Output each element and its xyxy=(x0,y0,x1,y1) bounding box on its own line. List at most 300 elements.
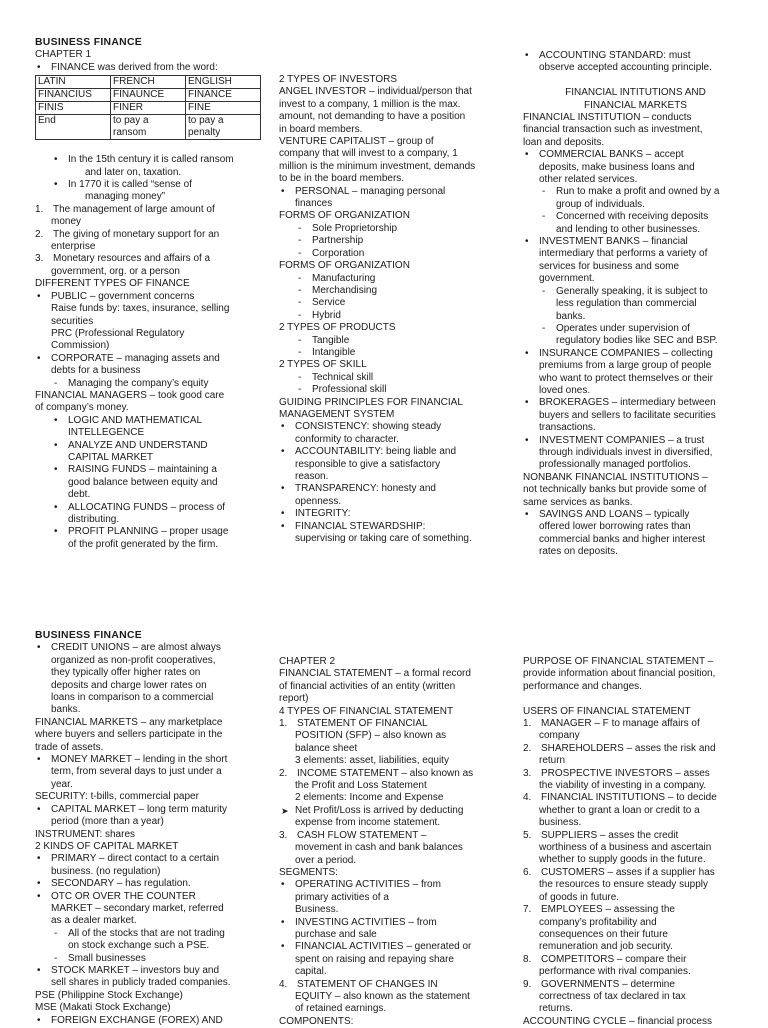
line-text: of goods in future. xyxy=(539,891,620,903)
text-line xyxy=(523,484,748,496)
list-number: 4. xyxy=(523,792,532,804)
continuation-line xyxy=(523,929,748,941)
line-text: Managing the company’s equity xyxy=(68,377,209,389)
line-text: return xyxy=(539,755,566,767)
continuation-line xyxy=(279,743,504,755)
bullet-item xyxy=(35,853,265,865)
bullet-icon: • xyxy=(525,434,529,446)
dash-icon: - xyxy=(542,322,546,334)
line-text: ACCOUNTING CYCLE – financial process xyxy=(523,1015,712,1027)
line-text: company xyxy=(539,730,580,742)
text-line xyxy=(523,668,748,680)
text-line xyxy=(279,124,504,136)
line-text: CREDIT UNIONS – are almost always xyxy=(51,642,221,654)
line-text: over a period. xyxy=(295,854,357,866)
continuation-line xyxy=(523,917,748,929)
bullet-item xyxy=(279,446,504,458)
line-text: returns. xyxy=(539,1003,573,1015)
line-text: INTEGRITY: xyxy=(295,508,351,520)
dash-item xyxy=(35,953,265,965)
bullet-item xyxy=(279,521,504,533)
line-text: organized as non-profit cooperatives, xyxy=(51,654,216,666)
arrow-icon: ➤ xyxy=(281,805,289,816)
bullet-item xyxy=(523,50,748,62)
line-text: company’s profitability and xyxy=(539,916,657,928)
line-text: loan and deposits. xyxy=(523,136,605,148)
line-text: INCOME STATEMENT – also known as xyxy=(297,767,474,779)
continuation-line xyxy=(523,199,748,211)
line-text: INSURANCE COMPANIES – collecting xyxy=(539,347,713,359)
line-text: managing money” xyxy=(85,191,166,203)
line-text: where buyers and sellers participate in the xyxy=(35,729,223,741)
continuation-line xyxy=(35,316,265,328)
list-number: 1. xyxy=(35,203,44,215)
line-text: The management of large amount of xyxy=(53,203,215,215)
continuation-line xyxy=(35,915,265,927)
dash-icon: - xyxy=(298,346,302,358)
bullet-item xyxy=(35,526,265,538)
text-line xyxy=(279,706,504,718)
line-text: Service xyxy=(312,297,346,309)
continuation-line xyxy=(35,779,265,791)
list-number: 8. xyxy=(523,953,532,965)
list-number: 9. xyxy=(523,978,532,990)
text-line xyxy=(279,260,504,272)
text-line xyxy=(35,402,265,414)
text-line xyxy=(35,841,265,853)
dash-icon: - xyxy=(298,235,302,247)
line-text: provide information about financial position, xyxy=(523,668,716,680)
bullet-item xyxy=(35,891,265,903)
bullet-item xyxy=(523,435,748,447)
line-text: as a dealer market. xyxy=(51,915,137,927)
numbered-item xyxy=(279,768,504,780)
bullet-item xyxy=(523,397,748,409)
dash-item xyxy=(279,297,504,309)
line-text: Technical skill xyxy=(312,371,374,383)
line-text: less regulation than commercial xyxy=(556,298,697,310)
line-text: COMPONENTS: xyxy=(279,1015,354,1027)
continuation-line xyxy=(35,680,265,692)
line-text: banks. xyxy=(556,310,586,322)
dash-icon: - xyxy=(542,211,546,223)
text-line xyxy=(279,409,504,421)
bullet-item xyxy=(35,1015,265,1027)
bullet-icon: • xyxy=(54,501,58,513)
text-line xyxy=(279,668,504,680)
line-text: Hybrid xyxy=(312,309,341,321)
table-cell: FINER xyxy=(111,102,186,115)
bullet-icon: • xyxy=(54,464,58,476)
bullet-item xyxy=(35,291,265,303)
bullet-item xyxy=(279,879,504,891)
bullet-icon: • xyxy=(281,185,285,197)
list-number: 1. xyxy=(279,718,288,730)
line-text: good balance between equity and xyxy=(68,476,218,488)
text-line xyxy=(279,136,504,148)
line-text: government, org. or a person xyxy=(51,265,180,277)
numbered-item xyxy=(523,830,748,842)
continuation-line xyxy=(35,328,265,340)
dash-icon: - xyxy=(298,384,302,396)
continuation-line xyxy=(35,977,265,989)
line-text: and lending to other businesses. xyxy=(556,223,700,235)
continuation-line xyxy=(35,514,265,526)
line-text: CAPITAL MARKET – long term maturity xyxy=(51,803,227,815)
continuation-line xyxy=(523,730,748,742)
line-text: Intangible xyxy=(312,346,356,358)
continuation-line xyxy=(35,167,265,179)
page2-column-2 xyxy=(279,656,504,1028)
continuation-line xyxy=(35,365,265,377)
continuation-line xyxy=(523,1003,748,1015)
continuation-line xyxy=(523,817,748,829)
continuation-line xyxy=(523,546,748,558)
line-text: POSITION (SFP) – also known as xyxy=(295,730,447,742)
line-text: openness. xyxy=(295,495,342,507)
bullet-item xyxy=(35,878,265,890)
line-text: through individuals invest in diversified, xyxy=(539,446,713,458)
line-text: responsible to give a satisfactory xyxy=(295,458,441,470)
line-text: movement in cash and bank balances xyxy=(295,842,463,854)
bullet-icon: • xyxy=(37,754,41,766)
table-row xyxy=(36,89,261,102)
line-text: Manufacturing xyxy=(312,272,376,284)
bullet-item xyxy=(523,348,748,360)
table-row xyxy=(36,76,261,89)
line-text: 4 TYPES OF FINANCIAL STATEMENT xyxy=(279,705,454,717)
etymology-table xyxy=(35,75,261,140)
list-number: 2. xyxy=(279,767,288,779)
list-number: 6. xyxy=(523,866,532,878)
page1-title: BUSINESS FINANCE xyxy=(35,37,142,48)
line-text: sell shares in publicly traded companies. xyxy=(51,977,231,989)
line-text: ACCOUNTABILITY: being liable and xyxy=(295,446,457,458)
line-text: expense from income statement. xyxy=(295,817,441,829)
dash-icon: - xyxy=(298,222,302,234)
list-number: 3. xyxy=(523,767,532,779)
continuation-line xyxy=(523,410,748,422)
line-text: Merchandising xyxy=(312,284,378,296)
line-text: company that will invest to a company, 1 xyxy=(279,148,458,160)
line-text: FORMS OF ORGANIZATION xyxy=(279,210,410,222)
continuation-line xyxy=(523,360,748,372)
line-text: SECONDARY – has regulation. xyxy=(51,878,191,890)
text-line xyxy=(523,472,748,484)
line-text: MANAGEMENT SYSTEM xyxy=(279,408,395,420)
continuation-line xyxy=(279,842,504,854)
line-text: OPERATING ACTIVITIES – from xyxy=(295,879,441,891)
line-text: CORPORATE – managing assets and xyxy=(51,352,220,364)
line-text: report) xyxy=(279,693,309,705)
text-line xyxy=(35,990,265,1002)
line-text: business. xyxy=(539,817,582,829)
line-text: primary activities of a xyxy=(295,891,389,903)
continuation-line xyxy=(35,477,265,489)
line-text: STOCK MARKET – investors buy and xyxy=(51,964,220,976)
bullet-item xyxy=(523,149,748,161)
bullet-item xyxy=(35,154,265,166)
bullet-icon: • xyxy=(525,509,529,521)
dash-icon: - xyxy=(54,952,58,964)
bullet-item xyxy=(35,179,265,191)
line-text: to be in the board members. xyxy=(279,173,405,185)
line-text: 2 elements: Income and Expense xyxy=(295,792,444,804)
list-number: 3. xyxy=(35,253,44,265)
text-line xyxy=(35,390,265,402)
line-text: EQUITY – also known as the statement xyxy=(295,990,470,1002)
line-text: PROSPECTIVE INVESTORS – asses xyxy=(541,767,710,779)
table-cell: to pay a penalty xyxy=(186,115,261,140)
text-line xyxy=(279,148,504,160)
bullet-icon: • xyxy=(54,414,58,426)
numbered-item xyxy=(35,253,265,265)
bullet-icon: • xyxy=(54,154,58,166)
line-text: reason. xyxy=(295,471,329,482)
line-text: Run to make a profit and owned by a xyxy=(556,186,720,198)
line-text: government. xyxy=(539,273,595,285)
text-line xyxy=(35,717,265,729)
bullet-icon: • xyxy=(37,642,41,654)
text-line xyxy=(523,137,748,149)
continuation-line xyxy=(523,174,748,186)
line-text: 3 elements: asset, liabilities, equity xyxy=(295,755,449,767)
list-number: 4. xyxy=(279,978,288,990)
line-text: FINANCIAL INTITUTIONS AND xyxy=(565,87,706,99)
text-line xyxy=(279,322,504,334)
line-text: performance with rival companies. xyxy=(539,966,691,978)
text-line xyxy=(35,729,265,741)
table-cell: FINANCIUS xyxy=(36,89,111,102)
line-text: term, from several days to just under a xyxy=(51,766,222,778)
dash-icon: - xyxy=(54,377,58,389)
list-number: 5. xyxy=(523,829,532,841)
line-text: PURPOSE OF FINANCIAL STATEMENT – xyxy=(523,656,714,667)
continuation-line xyxy=(279,991,504,1003)
continuation-line xyxy=(279,198,504,210)
continuation-line xyxy=(279,1003,504,1015)
derived-bullet: • FINANCE was derived from the word: xyxy=(37,61,218,73)
line-text: loans in comparison to a commercial xyxy=(51,692,214,704)
bullet-item xyxy=(279,941,504,953)
line-text: deposits, make business loans and xyxy=(539,161,695,173)
line-text: INTELLEGENCE xyxy=(68,427,145,439)
bullet-icon: • xyxy=(37,803,41,815)
continuation-line xyxy=(35,216,265,228)
table-cell: FRENCH xyxy=(111,76,186,89)
line-text: performance and changes. xyxy=(523,680,642,692)
line-text: CAPITAL MARKET xyxy=(68,451,154,463)
bullet-icon: • xyxy=(281,508,285,520)
continuation-line xyxy=(523,248,748,260)
line-text: BROKERAGES – intermediary between xyxy=(539,397,716,409)
line-text: observe accepted accounting principle. xyxy=(539,62,712,74)
bullet-item xyxy=(523,236,748,248)
line-text: 2 TYPES OF INVESTORS xyxy=(279,74,397,85)
line-text: Professional skill xyxy=(312,384,387,396)
line-text: premiums from a large group of people xyxy=(539,360,712,372)
continuation-line xyxy=(279,966,504,978)
list-number: 2. xyxy=(523,742,532,754)
continuation-line xyxy=(279,929,504,941)
continuation-line xyxy=(35,539,265,551)
continuation-line xyxy=(279,755,504,767)
page2-column-3 xyxy=(523,656,748,1028)
line-text: the Profit and Loss Statement xyxy=(295,780,427,792)
bullet-item xyxy=(279,508,504,520)
line-text: Monetary resources and affairs of a xyxy=(53,253,211,265)
line-text: PRIMARY – direct contact to a certain xyxy=(51,853,220,865)
line-text: invest to a company, 1 million is the max. xyxy=(279,98,461,110)
bullet-item xyxy=(279,421,504,433)
line-text: FOREIGN EXCHANGE (FOREX) AND xyxy=(51,1014,223,1026)
numbered-item xyxy=(523,768,748,780)
line-text: INVESTMENT BANKS – financial xyxy=(539,236,688,248)
line-text: CUSTOMERS – asses if a supplier has xyxy=(541,866,715,878)
continuation-line xyxy=(523,422,748,434)
line-text: period (more than a year) xyxy=(51,816,164,828)
line-text: rates on deposits. xyxy=(539,546,618,558)
bullet-item xyxy=(35,965,265,977)
line-text: ALLOCATING FUNDS – process of xyxy=(68,501,226,513)
line-text: 2 TYPES OF PRODUCTS xyxy=(279,322,396,334)
bullet-icon: • xyxy=(525,236,529,248)
continuation-line xyxy=(35,866,265,878)
line-text: PUBLIC – government concerns xyxy=(51,290,195,302)
text-line xyxy=(35,1002,265,1014)
line-text: EMPLOYEES – assessing the xyxy=(541,904,675,916)
continuation-line xyxy=(523,854,748,866)
line-text: FINANCIAL MARKETS – any marketplace xyxy=(35,716,223,728)
continuation-line xyxy=(35,266,265,278)
line-text: million is the minimum investment, demands xyxy=(279,160,476,172)
text-line xyxy=(279,1016,504,1028)
text-line xyxy=(523,112,748,124)
text-line xyxy=(279,359,504,371)
line-text: financial transaction such as investment, xyxy=(523,124,703,136)
line-text: FORMS OF ORGANIZATION xyxy=(279,260,410,272)
table-cell: FINE xyxy=(186,102,261,115)
text-line xyxy=(279,693,504,705)
line-text: FINANCIAL MANAGERS – took good care xyxy=(35,389,225,401)
bullet-icon: • xyxy=(281,421,285,433)
dash-item xyxy=(279,335,504,347)
line-text: trade of assets. xyxy=(35,741,104,753)
line-text: ANGEL INVESTOR – individual/person that xyxy=(279,86,472,98)
bullet-item xyxy=(35,440,265,452)
continuation-line xyxy=(35,667,265,679)
line-text: Business. xyxy=(295,904,339,916)
continuation-line xyxy=(35,655,265,667)
line-text: Small businesses xyxy=(68,952,146,964)
text-line xyxy=(279,161,504,173)
dash-item xyxy=(279,310,504,322)
dash-item xyxy=(279,235,504,247)
page1-column-3 xyxy=(523,50,748,559)
line-text: group of individuals. xyxy=(556,198,645,210)
continuation-line xyxy=(523,892,748,904)
bullet-icon: • xyxy=(37,964,41,976)
line-text: SHAREHOLDERS – asses the risk and xyxy=(541,742,716,754)
line-text: NONBANK FINANCIAL INSTITUTIONS – xyxy=(523,471,708,483)
text-line xyxy=(523,1016,748,1028)
continuation-line xyxy=(523,842,748,854)
line-text: not technically banks but provide some of xyxy=(523,484,707,496)
line-text: SEGMENTS: xyxy=(279,866,338,878)
line-text: Partnership xyxy=(312,235,364,247)
continuation-line xyxy=(35,940,265,952)
dash-item xyxy=(35,928,265,940)
list-number: 7. xyxy=(523,904,532,916)
line-text: year. xyxy=(51,778,73,790)
numbered-item xyxy=(279,718,504,730)
text-line xyxy=(35,829,265,841)
dash-icon: - xyxy=(298,272,302,284)
continuation-line xyxy=(523,780,748,792)
bullet-item xyxy=(35,502,265,514)
continuation-line xyxy=(523,162,748,174)
line-text: the viability of investing in a company. xyxy=(539,780,707,792)
bullet-icon: • xyxy=(37,1014,41,1026)
continuation-line xyxy=(279,496,504,508)
continuation-line xyxy=(35,427,265,439)
bullet-item xyxy=(279,186,504,198)
continuation-line xyxy=(523,373,748,385)
line-text: SAVINGS AND LOANS – typically xyxy=(539,509,690,521)
dash-item xyxy=(279,273,504,285)
continuation-line xyxy=(279,471,504,483)
line-text: amount, not demanding to have a position xyxy=(279,111,466,123)
list-number: 2. xyxy=(35,228,44,240)
section-heading xyxy=(523,87,748,99)
continuation-line xyxy=(523,273,748,285)
line-text: same services as banks. xyxy=(523,496,633,508)
line-text: correctness of tax declared in tax xyxy=(539,990,686,1002)
page2-column-1 xyxy=(35,630,265,1027)
line-text: Corporation xyxy=(312,247,365,259)
bullet-icon: • xyxy=(37,290,41,302)
text-line xyxy=(279,210,504,222)
line-text: OTC OR OVER THE COUNTER xyxy=(51,890,196,902)
dash-item xyxy=(523,211,748,223)
dash-item xyxy=(35,378,265,390)
text-line xyxy=(523,681,748,693)
numbered-item xyxy=(279,979,504,991)
text-line xyxy=(35,278,265,290)
continuation-line xyxy=(523,879,748,891)
continuation-line xyxy=(279,954,504,966)
line-text: PRC (Professional Regulatory xyxy=(51,327,185,339)
line-text: who want to protect themselves or their xyxy=(539,372,713,384)
line-text: TRANSPARENCY: honesty and xyxy=(295,483,436,495)
bullet-item xyxy=(35,642,265,654)
chapter-label: CHAPTER 1 xyxy=(35,49,92,61)
bullet-item xyxy=(279,483,504,495)
line-text: 2 KINDS OF CAPITAL MARKET xyxy=(35,840,179,852)
dash-item xyxy=(523,286,748,298)
continuation-line xyxy=(523,534,748,546)
line-text: money xyxy=(51,216,82,228)
line-text: remuneration and job security. xyxy=(539,941,673,953)
line-text: distributing. xyxy=(68,514,120,525)
line-text: worthiness of a business and ascertain xyxy=(539,842,712,854)
line-text: offered lower borrowing rates than xyxy=(539,521,691,533)
dash-icon: - xyxy=(542,285,546,297)
dash-icon: - xyxy=(542,186,546,198)
continuation-line xyxy=(523,966,748,978)
line-text: regulatory bodies like SEC and BSP. xyxy=(556,335,718,347)
continuation-line xyxy=(523,805,748,817)
